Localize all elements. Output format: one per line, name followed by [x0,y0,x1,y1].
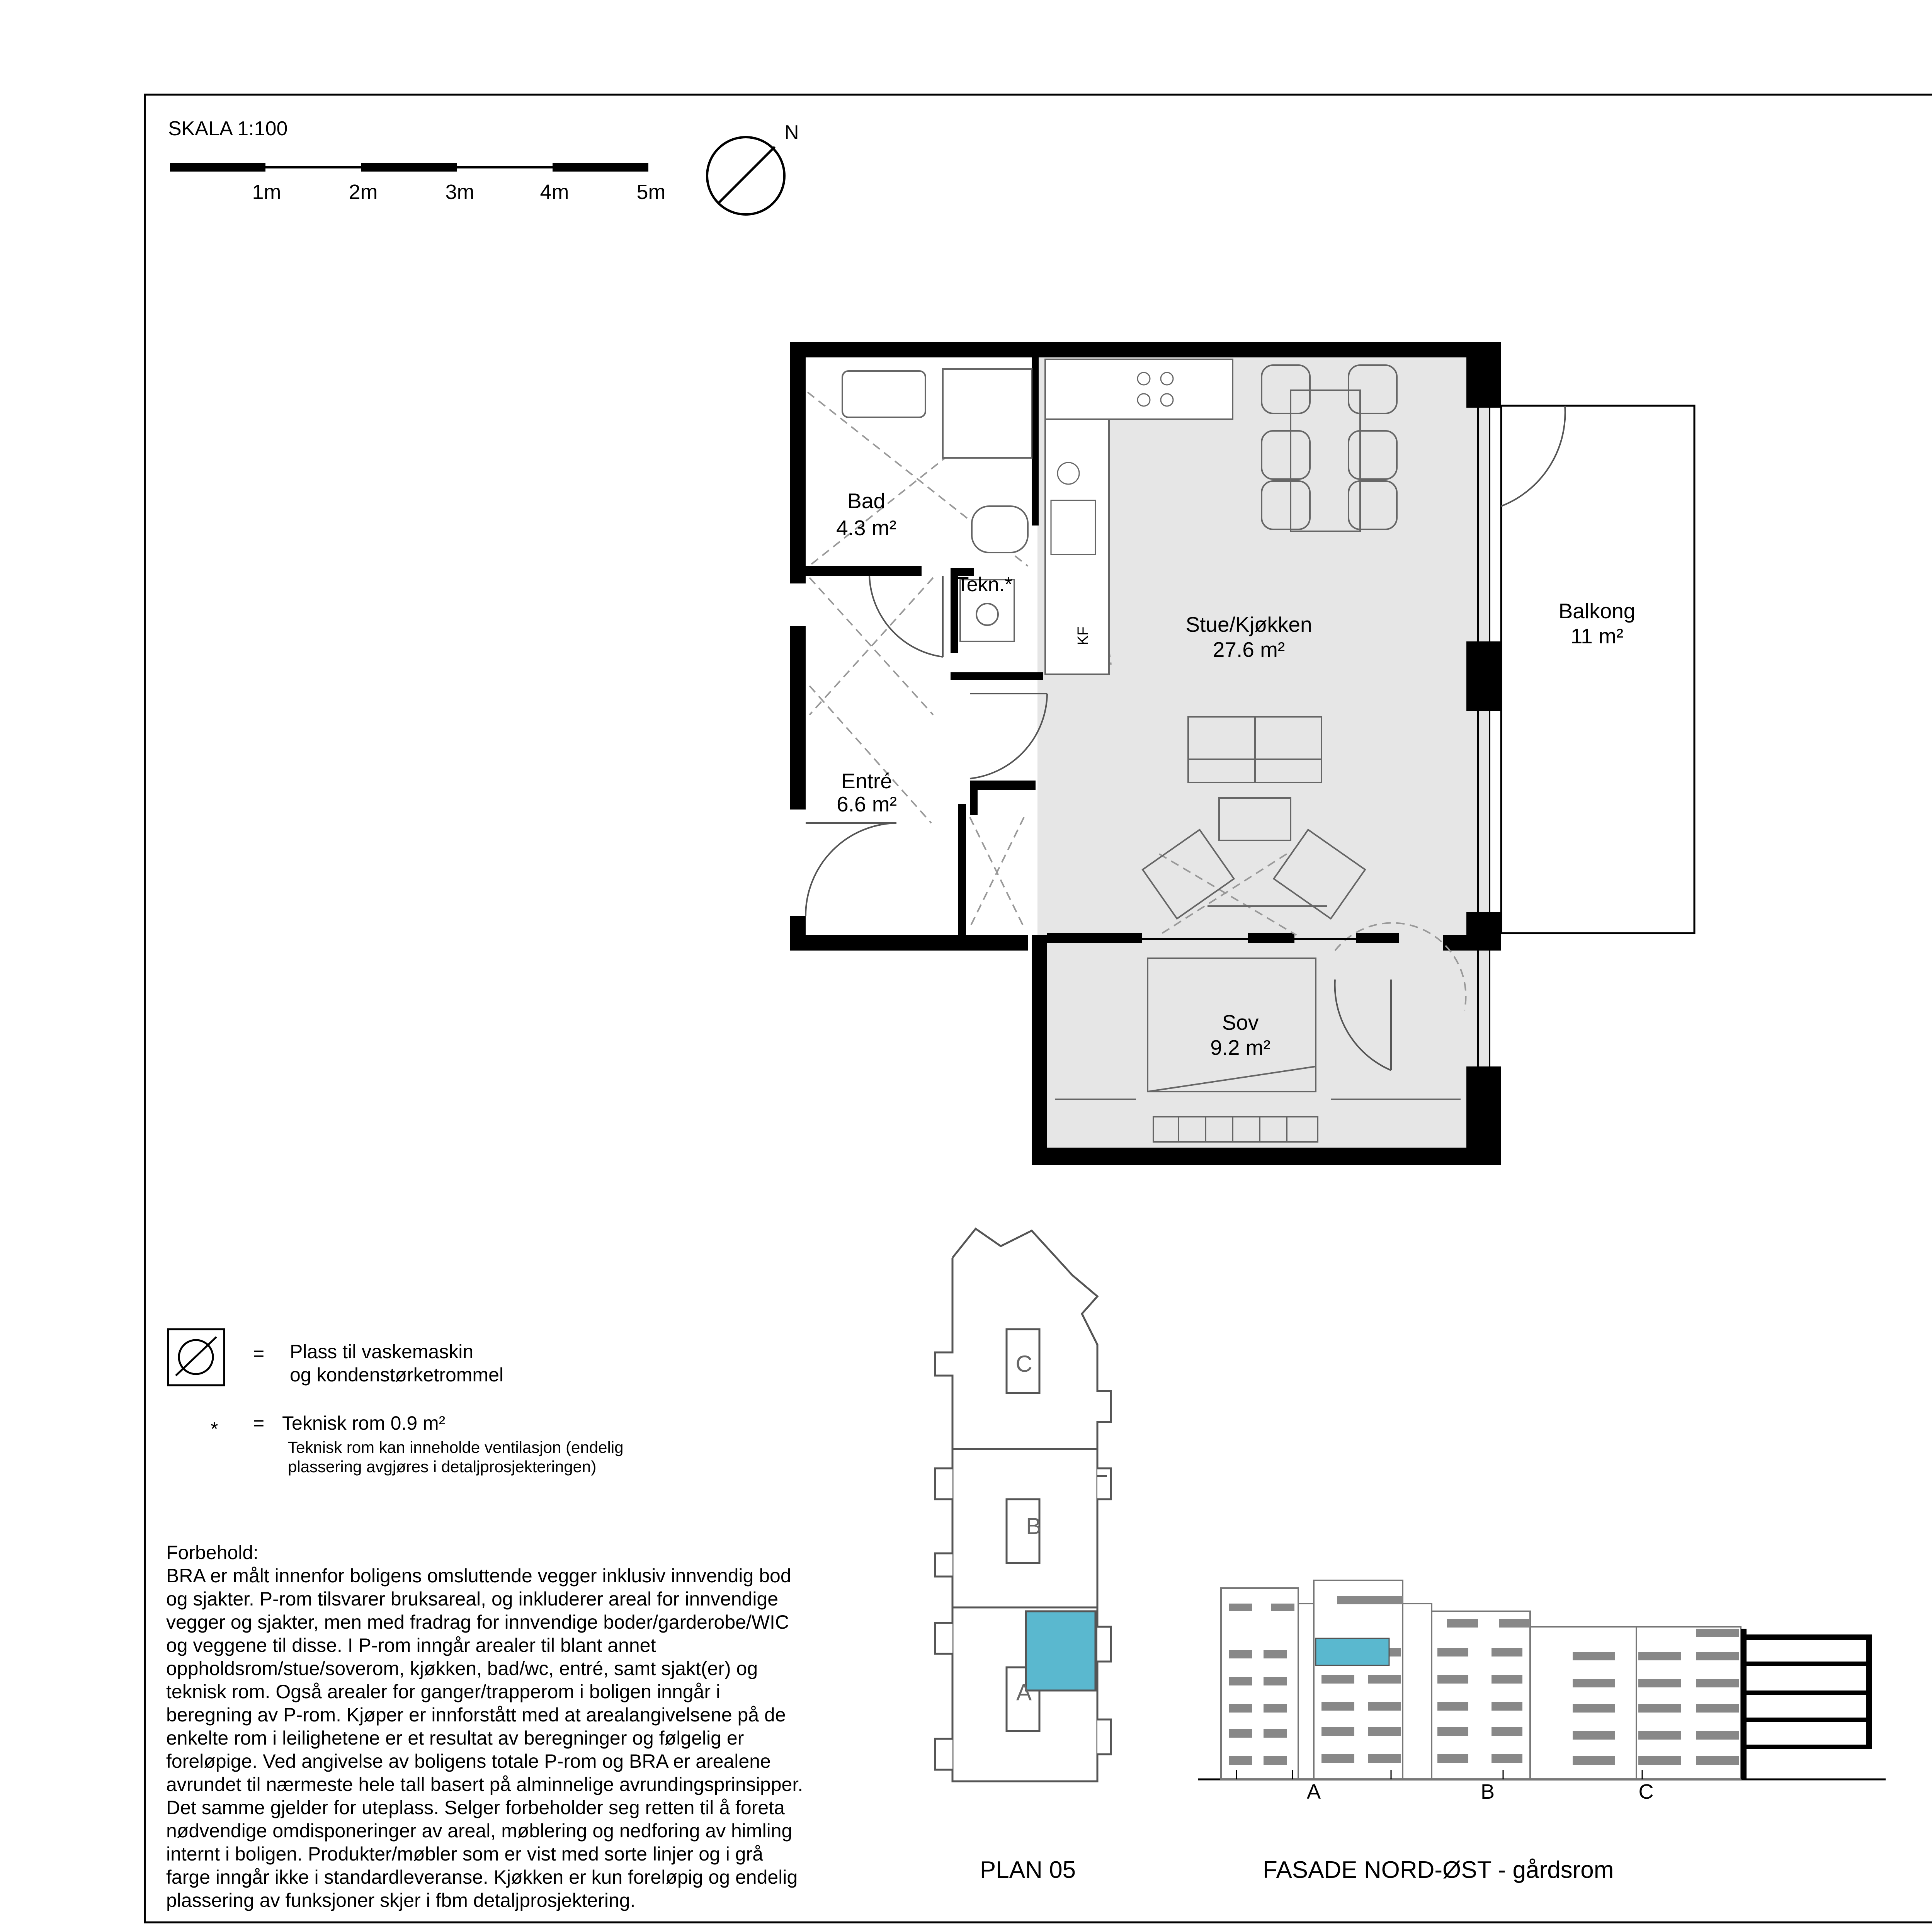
room-balkong-name: Balkong [1558,599,1636,623]
kf-label: KF [1075,626,1091,645]
key-block-a: A [1016,1679,1032,1705]
floor-plan [790,342,1694,1165]
room-bad-area: 4.3 m² [836,516,896,540]
scale-label: SKALA 1:100 [168,117,288,140]
north-label: N [784,121,799,144]
disclaimer-line: enkelte rom i leilighetene er et resultat av beregninger og følgelig er [166,1727,744,1749]
scale-tick-3m: 3m [445,180,474,204]
legend-tech-line2: Teknisk rom kan inneholde ventilasjon (endelig [288,1438,624,1456]
room-entre-name: Entré [841,769,892,793]
disclaimer-line: vegger og sjakter, men med fradrag for innvendige boder/garderobe/WIC [166,1611,789,1633]
legend [168,1329,624,1476]
scale-tick-2m: 2m [349,180,378,204]
scale-tick-5m: 5m [636,180,666,204]
disclaimer-line: beregning av P-rom. Kjøper er innforstått med at arealangivelsene på de [166,1704,786,1726]
key-plan-unit-highlight [1026,1611,1095,1690]
legend-star: * [211,1418,218,1440]
facade [1198,1580,1886,1883]
north-arrow-icon [707,121,799,214]
facade-label-b: B [1480,1780,1495,1803]
balcony [1501,406,1694,933]
disclaimer-line: teknisk rom. Også arealer for ganger/trapperom i boligen inngår i [166,1681,721,1702]
legend-wash-line2: og kondenstørketrommel [290,1364,504,1386]
disclaimer-line: avrundet til nærmeste hele tall basert på alminnelige avrundingsprinsipper. [166,1774,803,1795]
key-block-b: B [1026,1513,1042,1539]
scale-bar [168,117,666,204]
room-sov-area: 9.2 m² [1210,1036,1270,1060]
room-entre-area: 6.6 m² [837,792,897,816]
disclaimer-line: og veggene til disse. I P-rom inngår arealer til blant annet [166,1634,656,1656]
disclaimer-line: og sjakter. P-rom tilsvarer bruksareal, og inkluderer areal for innvendige [166,1588,779,1610]
room-stue-name: Stue/Kjøkken [1185,612,1312,636]
disclaimer-line: plassering av funksjoner skjer i fbm detaljprosjektering. [166,1889,636,1911]
room-bad-name: Bad [847,489,885,513]
facade-label-a: A [1306,1780,1321,1803]
disclaimer-title: Forbehold: [166,1542,259,1563]
disclaimer-line: Det samme gjelder for uteplass. Selger forbeholder seg retten til å foreta [166,1797,785,1818]
key-plan-caption: PLAN 05 [980,1857,1076,1883]
scale-tick-4m: 4m [540,180,569,204]
scale-tick-1m: 1m [252,180,281,204]
room-sov-name: Sov [1222,1010,1259,1034]
facade-caption: FASADE NORD-ØST - gårdsrom [1263,1857,1614,1883]
room-balkong-area: 11 m² [1570,624,1624,648]
disclaimer-line: BRA er målt innenfor boligens omsluttende vegger inklusiv innvendig bod [166,1565,791,1587]
key-block-c: C [1015,1351,1032,1377]
legend-equals-2: = [253,1412,265,1434]
legend-equals-1: = [253,1343,265,1364]
room-stue-area: 27.6 m² [1213,638,1285,662]
disclaimer-line: internt i boligen. Produkter/møbler som er vist med sorte linjer og i grå [166,1843,764,1865]
facade-label-c: C [1638,1780,1654,1803]
legend-wash-line1: Plass til vaskemaskin [290,1341,474,1362]
facade-unit-highlight [1316,1638,1389,1665]
disclaimer-line: foreløpige. Ved angivelse av boligens totale P-rom og BRA er arealene [166,1750,771,1772]
key-plan [935,1229,1111,1883]
disclaimer [166,1542,803,1911]
legend-tech-line1: Teknisk rom 0.9 m² [282,1412,446,1434]
disclaimer-line: farge inngår ikke i standardleveranse. Kjøkken er kun foreløpig og endelig [166,1866,798,1888]
disclaimer-line: nødvendige omdisponeringer av areal, møblering og nedforing av himling [166,1820,793,1842]
disclaimer-line: oppholdsrom/stue/soverom, kjøkken, bad/wc, entré, samt sjakt(er) og [166,1658,758,1679]
legend-tech-line3: plassering avgjøres i detaljprosjekteringen) [288,1458,597,1476]
room-tekn-name: Tekn.* [956,573,1013,596]
